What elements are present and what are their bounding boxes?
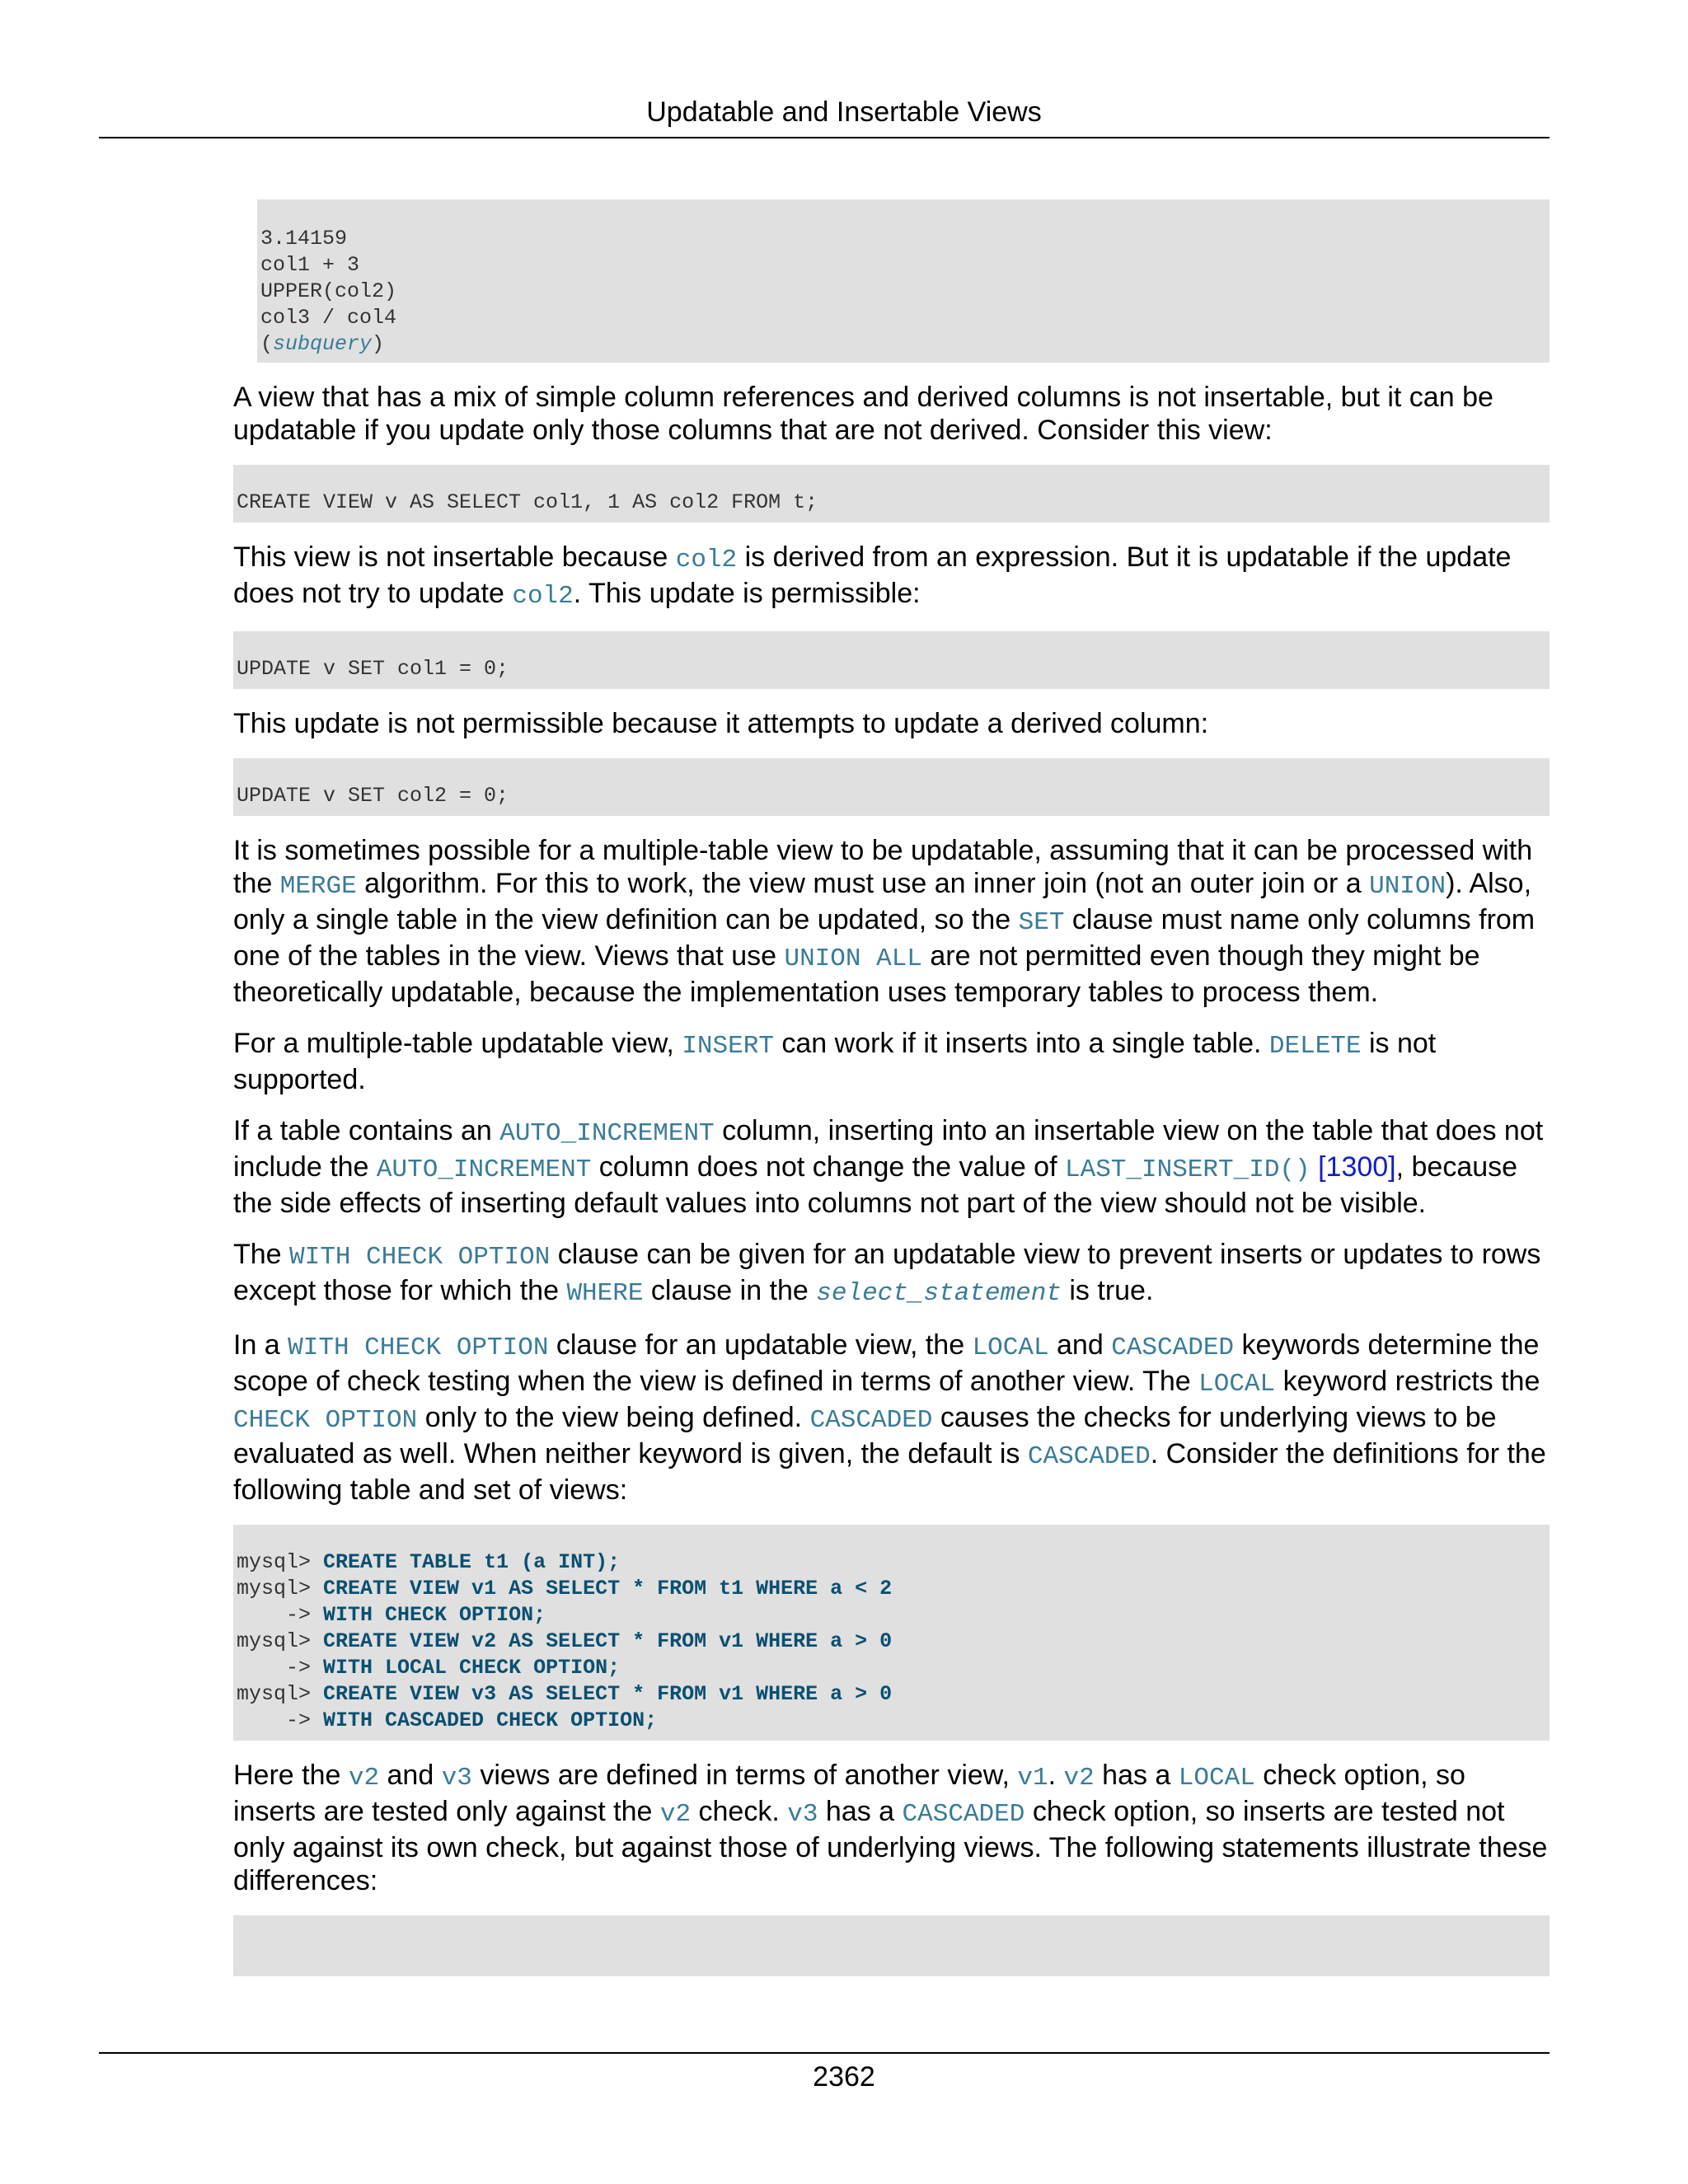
paragraph-not-permissible: This update is not permissible because it attempts to update a derived column: [233, 708, 1209, 739]
link-local[interactable]: LOCAL [1198, 1370, 1276, 1399]
code-line: 3.14159 [260, 227, 348, 251]
code-command: CREATE VIEW v1 AS SELECT * FROM t1 WHERE a < 2 [323, 1577, 893, 1601]
subquery-placeholder[interactable]: subquery [273, 332, 373, 356]
link-delete[interactable]: DELETE [1268, 1032, 1362, 1061]
paragraph-views-explained: Here the v2 and v3 views are defined in terms of another view, v1. v2 has a LOCAL check option, so inserts are tested only against the v2 check. v3 has a CASCADED check option, so inserts are tested not only against its own check, but against those of underlying views. The following statements illustrate these differences: [233, 1760, 1548, 1896]
code-command: WITH CASCADED CHECK OPTION; [323, 1708, 658, 1732]
link-where[interactable]: WHERE [566, 1279, 644, 1308]
link-auto-increment[interactable]: AUTO_INCREMENT [499, 1119, 715, 1148]
page-number: 2362 [813, 2061, 875, 2093]
link-auto-increment[interactable]: AUTO_INCREMENT [376, 1155, 592, 1184]
link-last-insert-id[interactable]: LAST_INSERT_ID() [1064, 1155, 1311, 1184]
code-command: CREATE VIEW v2 AS SELECT * FROM v1 WHERE a > 0 [323, 1629, 893, 1653]
code-command: CREATE TABLE t1 (a INT); [323, 1550, 621, 1574]
footer-rule [99, 2052, 1550, 2054]
code-line: col1 + 3 [260, 253, 360, 277]
paragraph-mixed-columns: A view that has a mix of simple column references and derived columns is not insertable, but it can be updatable if you update only those columns that are not derived. Consider this view: [233, 382, 1493, 446]
link-view-v3[interactable]: v3 [441, 1764, 472, 1793]
code-line: UPPER(col2) [260, 279, 397, 303]
page-content [233, 199, 1550, 1976]
link-union-all[interactable]: UNION ALL [784, 944, 922, 973]
code-line: col3 / col4 [260, 306, 397, 330]
link-view-v2[interactable]: v2 [659, 1800, 692, 1829]
link-cascaded[interactable]: CASCADED [809, 1406, 933, 1435]
link-with-check-option[interactable]: WITH CHECK OPTION [288, 1333, 549, 1362]
code-command: CREATE VIEW v3 AS SELECT * FROM v1 WHERE a > 0 [323, 1682, 893, 1706]
select-statement-placeholder: select_statement [816, 1279, 1062, 1308]
link-insert[interactable]: INSERT [682, 1032, 774, 1061]
paragraph-insert-delete: For a multiple-table updatable view, INSERT can work if it inserts into a single table. DELETE is not supported. [233, 1028, 1437, 1095]
running-header: Updatable and Insertable Views [646, 96, 1042, 128]
link-view-v3[interactable]: v3 [787, 1800, 818, 1829]
link-view-v2[interactable]: v2 [348, 1764, 380, 1793]
link-union[interactable]: UNION [1369, 872, 1447, 901]
code-block-mysql-session: mysql> CREATE TABLE t1 (a INT); mysql> CREATE VIEW v1 AS SELECT * FROM t1 WHERE a < 2 -> WITH CHECK OPTION; mysql> CREATE VIEW v2 AS SELECT * FROM v1 WHERE a > 0 -> WITH LOCAL CHECK OPTION; mysql> CREATE VIEW v3 AS SELECT * FROM v1 WHERE a > 0 -> WITH CASCADED CHECK OPTION; [233, 1525, 1550, 1741]
link-local[interactable]: LOCAL [1178, 1764, 1255, 1793]
link-merge[interactable]: MERGE [279, 872, 357, 901]
paragraph-multiple-table: It is sometimes possible for a multiple-table view to be updatable, assuming that it can be processed with the MERGE algorithm. For this to work, the view must use an inner join (not an outer join or a UNION). Also, only a single table in the view definition can be updated, so the SET clause must name only columns from one of the tables in the view. Views that use UNION ALL are not permitted even though they might be theoretically updatable, because the implementation uses temporary tables to process them. [233, 835, 1536, 1008]
code-block-update-col2: UPDATE v SET col2 = 0; [233, 758, 1550, 816]
header-rule [99, 137, 1550, 138]
page-reference-link[interactable]: [1300] [1318, 1151, 1396, 1183]
link-cascaded[interactable]: CASCADED [1111, 1333, 1235, 1362]
code-command: WITH CHECK OPTION; [323, 1603, 546, 1627]
code-block-continued [233, 1915, 1550, 1976]
paragraph-with-check-option: The WITH CHECK OPTION clause can be given for an updatable view to prevent inserts or updates to rows except those for which the WHERE clause in the select_statement is true. [233, 1239, 1541, 1308]
link-local[interactable]: LOCAL [972, 1333, 1049, 1362]
inline-code-col2: col2 [512, 582, 574, 611]
link-cascaded[interactable]: CASCADED [1027, 1442, 1151, 1471]
paragraph-local-cascaded: In a WITH CHECK OPTION clause for an updatable view, the LOCAL and CASCADED keywords determine the scope of check testing when the view is defined in terms of another view. The LOCAL keyword restricts the CHECK OPTION only to the view being defined. CASCADED causes the checks for underlying views to be evaluated as well. When neither keyword is given, the default is CASCADED. Consider the definitions for the following table and set of views: [233, 1329, 1546, 1506]
link-with-check-option[interactable]: WITH CHECK OPTION [289, 1243, 551, 1272]
code-line: ) [372, 332, 385, 356]
paragraph-not-insertable: This view is not insertable because col2 is derived from an expression. But it is updatable if the update does not try to update col2. This update is permissible: [233, 541, 1512, 611]
inline-code-col2: col2 [675, 546, 738, 574]
link-check-option[interactable]: CHECK OPTION [233, 1406, 418, 1435]
code-command: WITH LOCAL CHECK OPTION; [323, 1656, 621, 1680]
link-set[interactable]: SET [1018, 908, 1065, 937]
code-block-update-col1: UPDATE v SET col1 = 0; [233, 631, 1550, 689]
code-block-create-view: CREATE VIEW v AS SELECT col1, 1 AS col2 FROM t; [233, 465, 1550, 523]
link-view-v1[interactable]: v1 [1017, 1764, 1048, 1793]
code-line: ( [260, 332, 274, 356]
paragraph-auto-increment: If a table contains an AUTO_INCREMENT column, inserting into an insertable view on the table that does not include the AUTO_INCREMENT column does not change the value of LAST_INSERT_ID() [1300], because the side effects of inserting default values into columns not part of the view should not be visible. [233, 1115, 1544, 1219]
link-cascaded[interactable]: CASCADED [902, 1800, 1025, 1829]
link-view-v2[interactable]: v2 [1063, 1764, 1095, 1793]
code-block-expressions [257, 199, 1550, 363]
